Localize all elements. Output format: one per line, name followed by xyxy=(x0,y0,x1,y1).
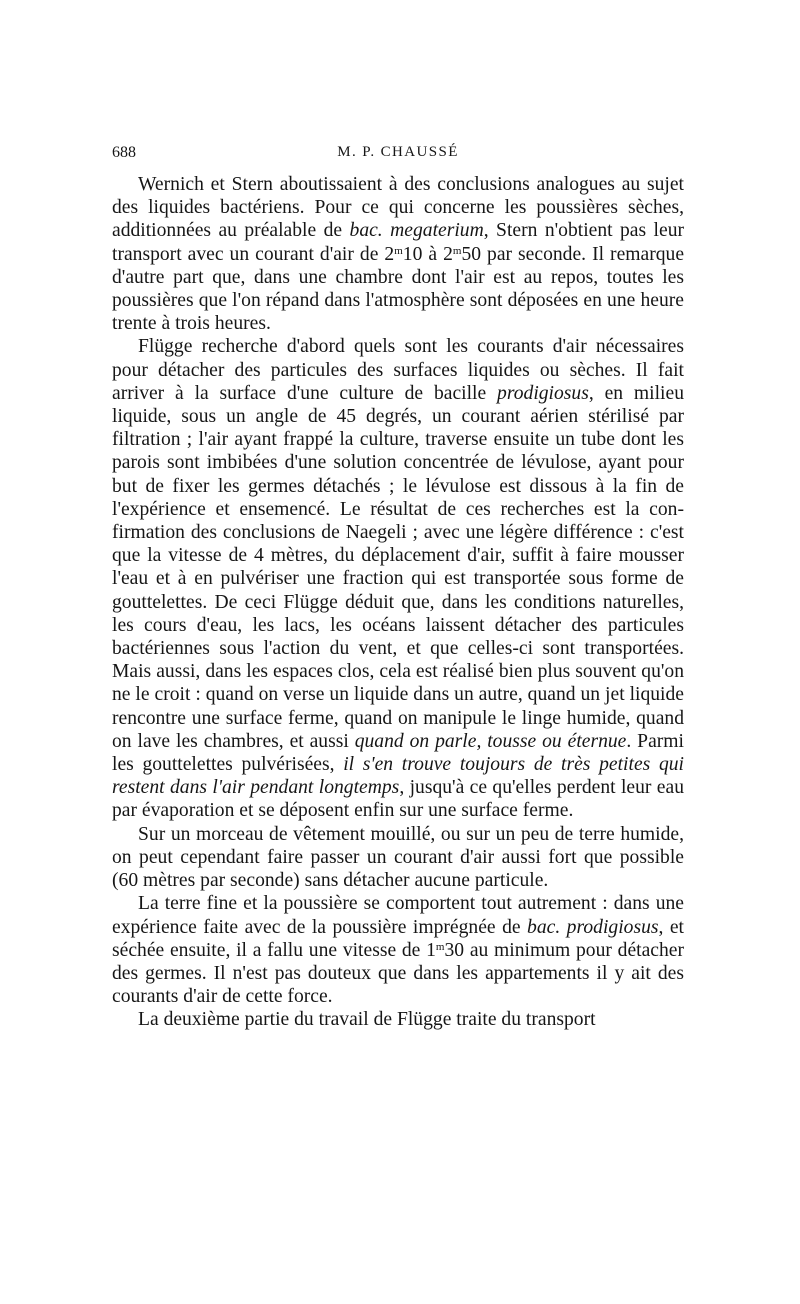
text-run: , en milieu liquide, sous un angle de 45 degrés, un courant aérien stérilisé par filtration ; l'air ayant frappé la culture, traverse ensuite un tube dont les parois sont imbibées d'une solution concentrée de lévulose, ayant pour but de fixer les germes détachés ; le lévulose est dissous à la fin de l'expérience et ensemencé. Le résultat de ces recherches est la confirmation des conclusions de Naegeli ; avec une légère différence : c'est que la vitesse de 4 mètres, du déplacement d'air, suffit à faire mousser l'eau et à en pulvériser une fraction qui est transportée sous forme de gouttelettes. De ceci Flügge déduit que, dans les conditions naturelles, les cours d'eau, les lacs, les océans laissent détacher des particules bactériennes sous l'action du vent, et que celles-ci sont transportées. Mais aussi, dans les espaces clos, cela est réalisé bien plus souvent qu'on ne le croit : quand on verse un liquide dans un autre, quand un jet liquide rencontre une surface ferme, quand on manipule le linge humide, quand on lave les chambres, et aussi xyxy=(112,382,684,752)
paragraph-5 xyxy=(112,1008,684,1031)
text-run: La terre fine et la poussière se comportent tout autrement : dans une expérience faite avec de la poussière imprégnée de xyxy=(112,893,684,938)
text-run: , Stern n'obtient pas leur transport avec un courant d'air de 2 xyxy=(112,220,685,265)
paragraph-1 xyxy=(112,173,684,335)
page-header xyxy=(112,144,684,168)
superscript-unit: m xyxy=(435,940,445,953)
text-run: Flügge recherche d'abord quels sont les courants d'air nécessaires pour détacher des particules des surfaces liquides ou sèches. Il fait arriver à la surface d'une culture de bacille xyxy=(112,336,684,404)
superscript-unit: m xyxy=(394,244,403,257)
running-title: M. P. CHAUSSÉ xyxy=(337,144,459,160)
text-run: Wernich et Stern aboutissaient à des conclusions analogues au sujet des liquides bactériens. Pour ce qui concerne les poussières sèches, additionnées au préalable de xyxy=(112,174,684,242)
italic-species-name: bac. megaterium xyxy=(349,220,484,242)
text-run: 50 par seconde. Il remarque d'autre part que, dans une chambre dont l'air est au repos, toutes les poussières que l'on répand dans l'atmosphère sont déposées en une heure trente à trois heures. xyxy=(112,243,685,335)
paragraph-3 xyxy=(112,823,684,893)
superscript-unit: m xyxy=(452,244,462,257)
text-run: 30 au minimum pour détacher des germes. Il n'est pas douteux que dans les appartements il y ait des courants d'air de cette force. xyxy=(112,939,684,1008)
text-run: , jusqu'à ce qu'elles perdent leur eau par évaporation et se déposent enfin sur une surface ferme. xyxy=(112,777,684,822)
paragraph-2 xyxy=(112,335,684,822)
text-run: La deuxième partie du travail de Flügge traite du transport xyxy=(138,1009,596,1031)
italic-emphasis: il s'en trouve toujours de très petites qui restent dans l'air pendant longtemps xyxy=(112,754,684,799)
text-run: . Parmi les gouttelettes pulvérisées, xyxy=(112,730,684,776)
text-run: 10 à 2 xyxy=(402,243,453,265)
italic-species-name: bac. prodigiosus xyxy=(527,916,659,938)
italic-species-name: prodigiosus xyxy=(497,382,589,404)
text-run: , et séchée ensuite, il a fallu une vitesse de 1 xyxy=(112,916,684,961)
italic-emphasis: quand on parle, tousse ou éternue xyxy=(354,730,627,752)
text-run: Sur un morceau de vêtement mouillé, ou sur un peu de terre humide, on peut cependant faire passer un courant d'air aussi fort que possible (60 mètres par seconde) sans détacher aucune particule. xyxy=(112,823,684,892)
page-number: 688 xyxy=(112,144,136,161)
paragraph-4 xyxy=(112,892,684,1008)
body-text xyxy=(112,173,684,1032)
